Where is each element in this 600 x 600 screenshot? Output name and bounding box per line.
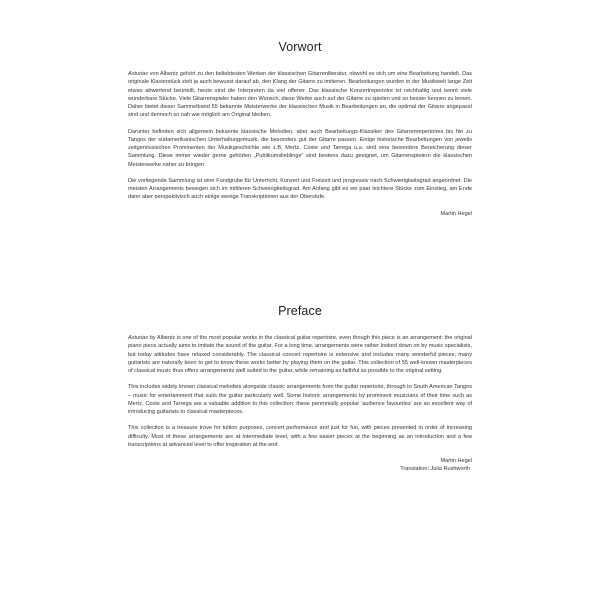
preface-paragraph-1-lead: Asturias bbox=[128, 335, 149, 341]
preface-signature: Martin Hegel bbox=[440, 458, 472, 464]
vorwort-heading: Vorwort bbox=[278, 40, 322, 54]
vorwort-paragraph-2 bbox=[128, 128, 472, 169]
preface-paragraph-3-text: This collection is a treasure trove for tuition purposes, concert performance and just for fun, with pieces presented in order of increasing difficulty. Most of these arrangements are at intermediate level, with a few easier pieces at the beginning as an introduction and a few transcriptions at advanced level to offer inspiration at the end. bbox=[128, 425, 472, 448]
preface-paragraph-1 bbox=[128, 334, 472, 375]
vorwort-paragraph-1-text: von Albeniz gehört zu den beliebtesten Werken der klassischen Gitarrenliteratur, obwohl es sich um eine Bearbeitung handelt. Das originale Klavierstück zielt ja auch bewusst darauf ab, den Klang der Gitarre zu imitieren. Bearbeitungen wurden in der Musikwelt lange Zeit etwas abwertend beurteilt, heute sind die Interpreten da viel offener. Das klassische Konzertrepertoire ist reichhaltig und kennt viele wunderbare Stücke. Viele Gitarrenspieler haben den Wunsch, diese Werke auch auf der Gitarre zu spielen und so besser kennen zu lernen. Daher bietet dieser Sammelband 55 bekannte Meisterwerke der klassischen Musik in Bearbeitungen an, die optimal der Gitarre angepasst sind und dennoch so nah wie möglich am Original bleiben. bbox=[128, 71, 472, 119]
vorwort-section bbox=[128, 40, 472, 218]
vorwort-paragraph-3 bbox=[128, 177, 472, 202]
vorwort-signature-block bbox=[128, 210, 472, 218]
preface-section bbox=[128, 304, 472, 474]
vorwort-paragraph-1 bbox=[128, 70, 472, 120]
preface-paragraph-2 bbox=[128, 383, 472, 416]
vorwort-paragraph-2-text: Darunter befinden sich allgemein bekannte klassische Melodien, aber auch Bearbeitungs-Klassiker des Gitarrenrepertoires bis hin zu Tangos der südamerikanischen Unterhaltungsmusik, die besonders gut der Gitarre passen. Einige historische Bearbeitungen von jeweils zeitgenössischen Prominenten der Musikgeschichte wie z.B. Mertz, Coste und Tarrega u.a. sind eine besondere Bereicherung dieser Sammlung. Diese immer wieder gerne gehörten „Publikumslieblinge“ sind bestens dazu geeignet, um Gitarrenspielern die klassischen Meisterwerke näher zu bringen. bbox=[128, 128, 472, 168]
vorwort-paragraph-1-lead: Asturias bbox=[128, 71, 149, 77]
preface-paragraph-2-text: This includes widely known classical melodies alongside classic arrangements from the guitar repertoire, through to South American Tangos – music for entertainment that suits the guitar particularly well. Some historic arrangements by prominent musicians of their time such as Mertz, Coste and Tarrega are a valuable addition to this collection: these perennially popular ‘audience favourites’ are an excellent way of introducing guitarists to classical masterpieces. bbox=[128, 384, 472, 415]
preface-heading: Preface bbox=[278, 304, 322, 318]
preface-translation-credit: Translation: Julia Rushworth bbox=[400, 466, 470, 473]
preface-signature-block bbox=[128, 457, 472, 474]
preface-paragraph-3 bbox=[128, 424, 472, 449]
vorwort-paragraph-3-text: Die vorliegende Sammlung ist eine Fundgrube für Unterricht, Konzert und Freizeit und progressiv nach Schwierigkeitsgrad angeordnet. Die meisten Arrangements bewegen sich im mittleren Schwierigkeitsgrad. Am Anfang gibt es ein paar leichtere Stücke zum Einstieg, am Ende dann aber perspektivisch auch einige wenige Transkriptionen aus der Oberstufe. bbox=[128, 177, 472, 201]
preface-paragraph-1-text: by Albeniz is one of the most popular works in the classical guitar repertoire, even though this piece is an arrangement: the original piano piece actually aims to imitate the sound of the guitar. For a long time, arrangements were rather looked down on by music specialists, but today attitudes have relaxed considerably. The classical concert repertoire is extensive and includes many wonderful pieces; many guitarists are naturally keen to get to know these works better by playing them on the guitar. This collection of 55 well-known masterpieces of classical music thus offers arrangements well suited to the guitar, while remaining as faithful as possible to the original setting. bbox=[128, 335, 472, 374]
vorwort-signature: Martin Hegel bbox=[440, 210, 472, 217]
